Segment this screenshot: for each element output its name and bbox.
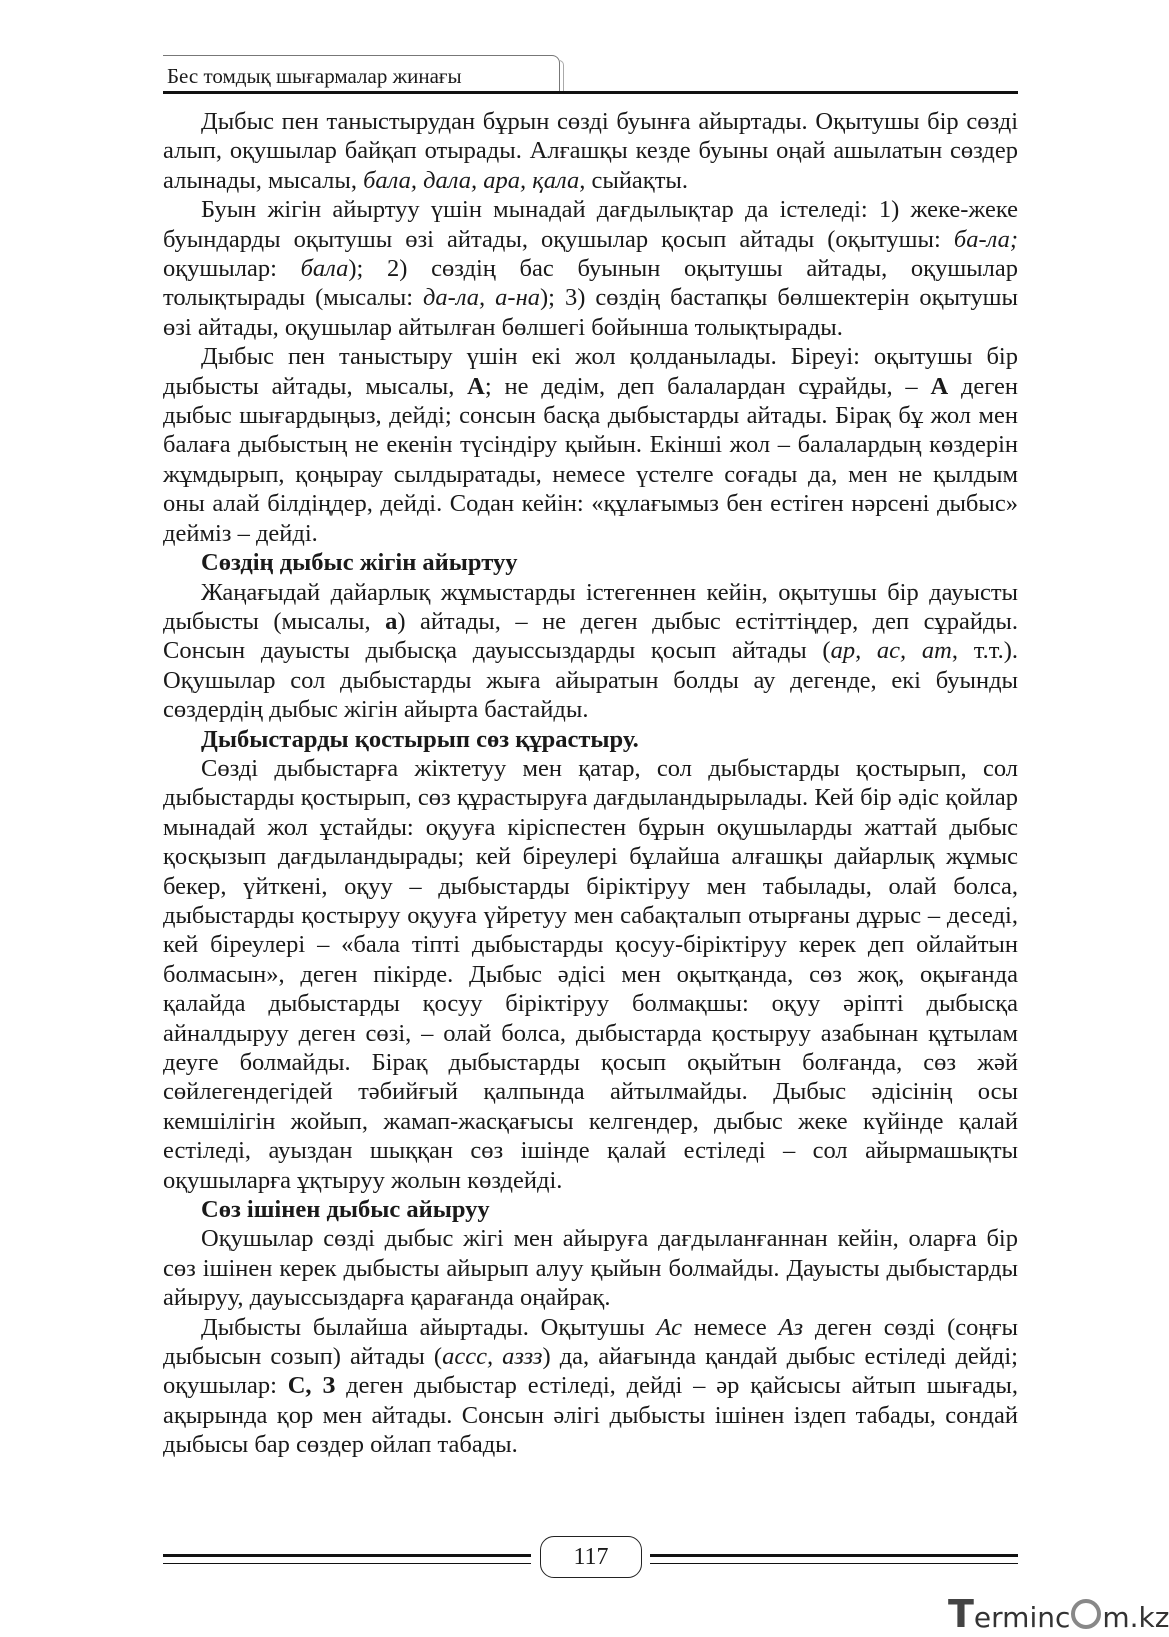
page-body bbox=[163, 107, 1018, 1460]
text-run: ) айтады, – не деген дыбыс естіттіңдер, деп сұрайды. Сонсын дауысты дыбысқа дауыссыздарды қосып айтады ( bbox=[163, 607, 1019, 665]
body-paragraph bbox=[163, 1313, 1018, 1460]
text-run: да-ла, а-на bbox=[423, 284, 540, 312]
text-run: Дыбыс пен таныстырудан бұрын сөзді буынға айыртады. Оқытушы бір сөзді алып, оқушылар байқап отырады. Алғашқы кезде буыны оңай ашылатын сөздер алынады, мысалы, bbox=[163, 108, 1018, 194]
book-title: Бес томдық шығармалар жинағы bbox=[167, 64, 462, 88]
text-run: деген дыбыс шығардыңыз, дейді; сонсын басқа дыбыстарды айтады. Бірақ бұ жол мен балаға дыбыстың не екенін түсіндіру қыйын. Екінші жол – балалардың көздерін жұмдырып, қоңырау сылдыратады, немесе үстелге соғады да, мен не қылдым оны алай білдіңдер, дейді. Содан кейін: «құлағымыз бен естіген нәрсені дыбыс» дейміз – дейді. bbox=[163, 372, 1018, 547]
text-run: Дыбыс пен таныстыру үшін екі жол қолданылады. Біреуі: оқытушы бір дыбысты айтады, мысалы, bbox=[163, 343, 1018, 400]
text-run: Сөзді дыбыстарға жіктетуу мен қатар, сол дыбыстарды қостырып, сол дыбыстарды қостырып, сөз құрастыруға дағдыландырылады. Кей бір әдіс қойлар мынадай жол ұстайды: оқууға кіріспестен бұрын оқушыларды жаттай дыбыс қосқызып дағдыландырады; кей біреулері бұлайша алғашқы дайарлық жұмыс бекер, үйткені, оқуу – дыбыстарды біріктіруу мен табылады, олай болса, дыбыстарды қостыруу оқууға үйретуу мен сабақталып отырғаны дұрыс – деседі, кей біреулері – «бала тіпті дыбыстарды қосуу-біріктіруу керек деп ойлайтын болмасын», деген пікірде. Дыбыс әдісі мен оқытқанда, сөз жоқ, оқығанда қалайда дыбыстарды қосуу біріктіруу болмақшы: оқуу әріпті дыбысқа айналдыруу деген сөзі, – олай болса, дыбыстарда қостыруу азабынан құтылам деуге болмайды. Бірақ дыбыстарды қосып оқыйтын болғанда, сөз жәй сөйлегендегідей тәбийғый қалпында айтылмайды. Дыбыс әдісінің осы кемшілігін жойып, жамап-жасқағысы келгендер, дыбыс жеке күйінде қалай естіледі, ауыздан шыққан сөз ішінде қалай естіледі – сол айырмашықты оқушыларға ұқтыруу жолын көздейді. bbox=[163, 754, 1018, 1194]
body-paragraph bbox=[163, 107, 1018, 195]
body-paragraph bbox=[163, 342, 1018, 548]
running-header bbox=[163, 55, 1018, 97]
section-heading bbox=[163, 1195, 1018, 1224]
text-run: а bbox=[385, 607, 398, 635]
text-run: Аз bbox=[778, 1313, 804, 1341]
section-heading bbox=[163, 548, 1018, 577]
watermark-ring-icon bbox=[1071, 1599, 1101, 1629]
text-run: Жаңағыдай дайарлық жұмыстарды істегеннен кейін, оқытушы бір дауысты дыбысты (мысалы, bbox=[163, 578, 1018, 635]
section-heading bbox=[163, 725, 1018, 754]
text-run: Дыбысты былайша айыртады. Оқытушы bbox=[201, 1313, 657, 1341]
page-footer bbox=[163, 1532, 1018, 1582]
text-run: немесе bbox=[681, 1313, 779, 1341]
watermark-suffix: m.kz bbox=[1102, 1601, 1169, 1634]
text-run: деген сөзді (соңғы дыбысын созып) айтады ( bbox=[163, 1313, 1019, 1371]
text-run: деген дыбыстар естіледі, дейді – әр қайсысы айтып шығады, ақырында қор мен айтады. Сонсын әлігі дыбысты ішінен іздеп табады, сондай дыбысы бар сөздер ойлап табады. bbox=[163, 1372, 1019, 1459]
text-run: , т.т.). Оқушылар сол дыбыстарды жыға айыратын болды ау дегенде, екі буынды сөздердің дыбыс жігін айырта бастайды. bbox=[163, 637, 1019, 724]
text-run: бала, дала, ара, қала, bbox=[363, 166, 586, 194]
text-run: Дыбыстарды қостырып сөз құрастыру. bbox=[201, 725, 639, 753]
text-run: Буын жігін айыртуу үшін мынадай дағдылықтар да істеледі: 1) жеке-жеке буындарды оқытушы өзі айтады, оқушылар қосып айтады (оқытушы: bbox=[163, 196, 1018, 253]
body-paragraph bbox=[163, 578, 1018, 725]
text-run: ) да, айағында қандай дыбыс естіледі дейді; оқушылар: bbox=[163, 1343, 1018, 1400]
text-run: ); 2) сөздің бас буынын оқытушы айтады, оқушылар толықтырады (мысалы: bbox=[163, 255, 1018, 312]
text-run: бала bbox=[300, 255, 349, 283]
text-run: Сөздің дыбыс жігін айыртуу bbox=[201, 549, 518, 577]
watermark-middle: erminc bbox=[973, 1601, 1071, 1634]
text-run: Сөз ішінен дыбыс айыруу bbox=[201, 1196, 490, 1224]
text-run: С, З bbox=[287, 1372, 336, 1400]
page-number: 117 bbox=[540, 1536, 642, 1578]
text-run: аccс, аззз bbox=[442, 1343, 543, 1371]
footer-rule-right bbox=[650, 1554, 1018, 1564]
body-paragraph bbox=[163, 754, 1018, 1195]
body-paragraph bbox=[163, 1224, 1018, 1312]
text-run: сыйақты. bbox=[585, 166, 689, 194]
text-run: ар, ас, ат bbox=[830, 637, 952, 665]
text-run: Ас bbox=[656, 1313, 682, 1341]
header-rule bbox=[163, 91, 1018, 94]
text-run: А bbox=[930, 372, 949, 400]
site-watermark bbox=[948, 1592, 1169, 1636]
footer-rule-left bbox=[163, 1554, 531, 1564]
text-run: ); 3) сөздің бастапқы бөлшектерін оқытушы өзі айтады, оқушылар айтылған бөлшегі бойынша толықтырады. bbox=[163, 284, 1018, 341]
text-run: Оқушылар сөзді дыбыс жігі мен айыруға дағдыланғаннан кейін, оларға бір сөз ішінен керек дыбысты айырып алуу қыйын болмайды. Дауысты дыбыстарды айыруу, дауыссыздарға қарағанда оңайрақ. bbox=[163, 1225, 1018, 1312]
text-run: оқушылар: bbox=[163, 255, 301, 283]
text-run: ; не дедім, деп балалардан сұрайды, – bbox=[484, 372, 931, 400]
text-run: ба-ла; bbox=[953, 225, 1018, 253]
body-paragraph bbox=[163, 195, 1018, 342]
watermark-initial: T bbox=[948, 1592, 974, 1636]
text-run: А bbox=[467, 372, 485, 400]
